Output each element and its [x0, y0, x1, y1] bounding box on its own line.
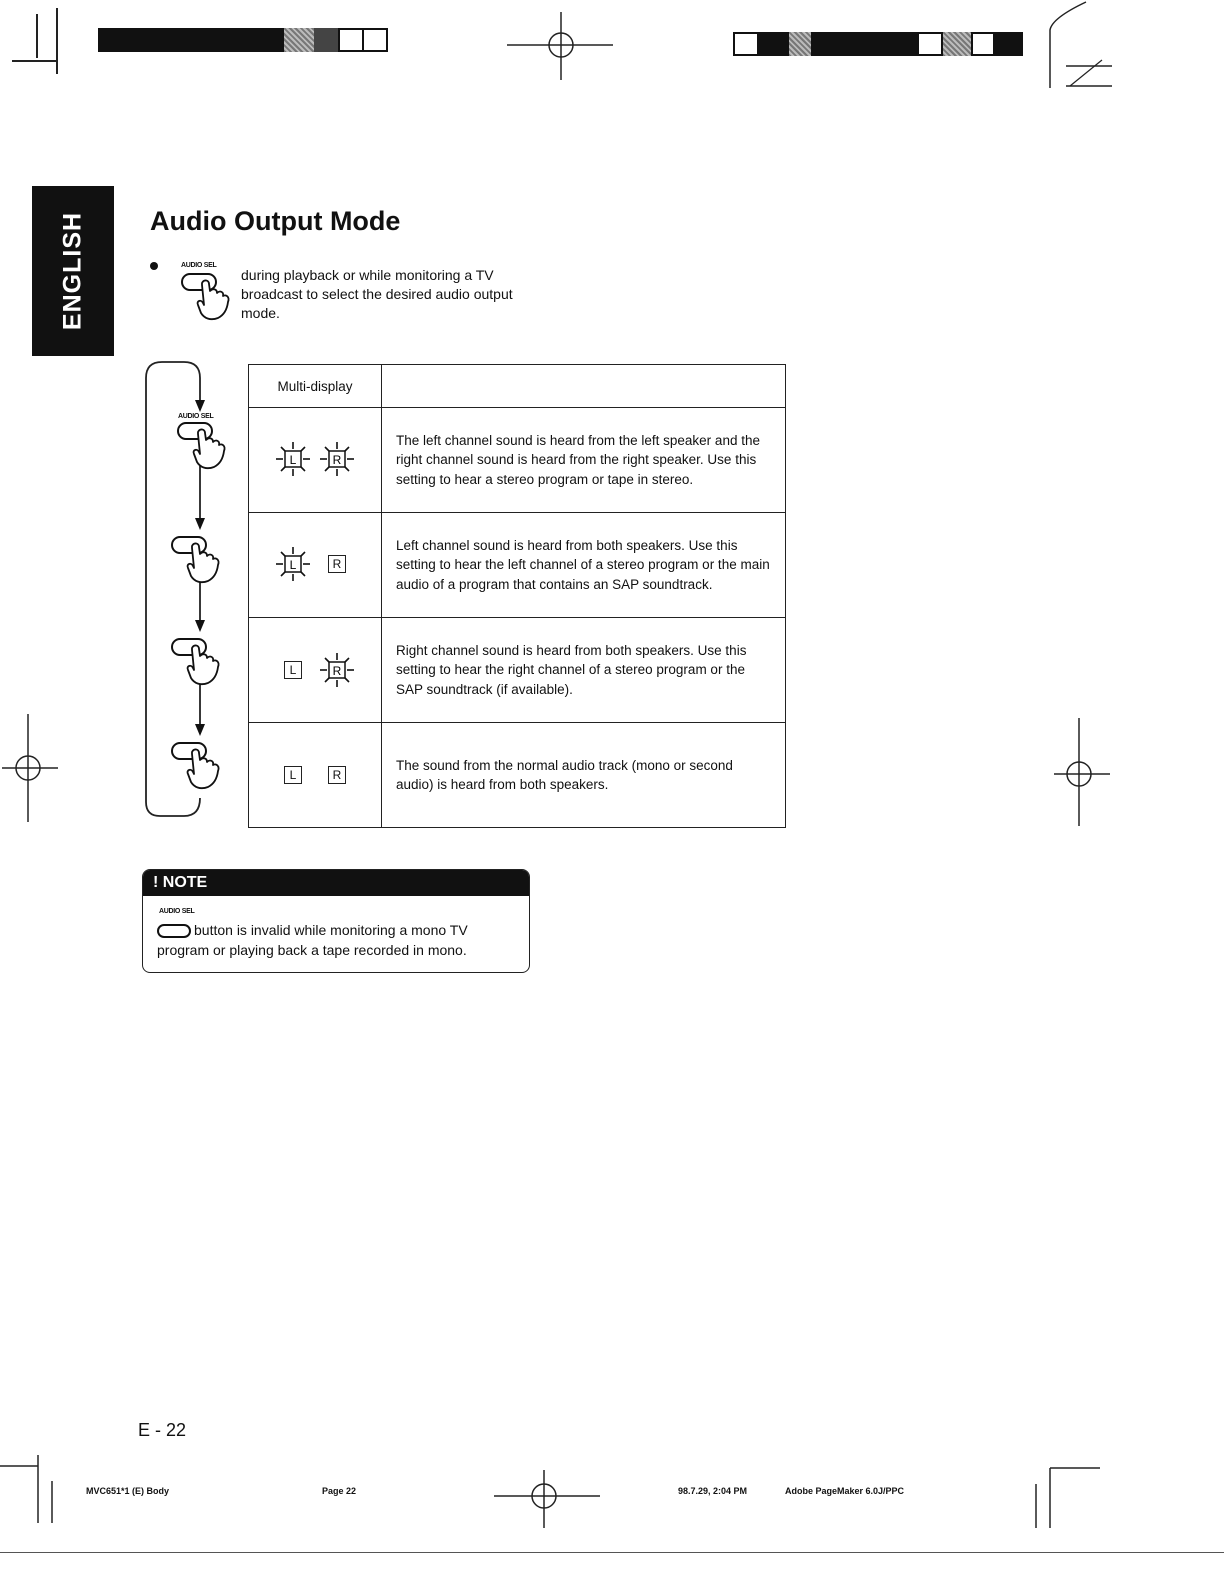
audio-sel-button-label: AUDIO SEL — [181, 262, 217, 269]
bullet-icon — [150, 262, 158, 270]
crop-mark-icon — [1030, 1460, 1105, 1530]
footer-file: MVC651*1 (E) Body — [86, 1486, 170, 1496]
channel-letter: R — [328, 555, 346, 573]
table-row — [249, 723, 786, 828]
header-description — [382, 365, 786, 408]
page-title: Audio Output Mode — [150, 206, 401, 236]
channel-letter: R — [328, 766, 346, 784]
note-text: button is invalid while monitoring a mono TV program or playing back a tape recorded in mono. — [157, 922, 468, 958]
hand-press-button-icon — [176, 420, 238, 472]
mode-description: Left channel sound is heard from both speakers. Use this setting to hear the left channel of a stereo program or the main audio of a program that contains an SAP soundtrack. — [382, 513, 786, 618]
intro-text: during playback or while monitoring a TV broadcast to select the desired audio output mode. — [241, 267, 513, 321]
channel-letter: L — [289, 452, 297, 467]
channel-letter: L — [284, 766, 302, 784]
hand-press-button-icon — [170, 740, 232, 792]
channel-indicator — [275, 757, 355, 793]
channel-indicator — [275, 441, 355, 477]
header-multi-display: Multi-display — [249, 365, 382, 408]
table-header-row — [249, 365, 786, 408]
static-channel-icon — [319, 546, 355, 582]
audio-sel-button-label: AUDIO SEL — [159, 908, 195, 915]
registration-target-icon — [1052, 718, 1112, 828]
crop-mark-icon — [1040, 0, 1120, 95]
language-tab-label: ENGLISH — [58, 211, 87, 331]
language-tab — [32, 186, 114, 356]
note-text-block — [157, 920, 523, 960]
static-channel-icon — [275, 652, 311, 688]
multi-display-cell — [249, 408, 382, 513]
audio-mode-table — [248, 364, 786, 828]
page-number: E - 22 — [138, 1420, 187, 1440]
channel-indicator — [275, 652, 355, 688]
channel-indicator — [275, 546, 355, 582]
multi-display-cell — [249, 618, 382, 723]
channel-letter: L — [284, 661, 302, 679]
channel-letter: L — [289, 557, 297, 572]
mode-description: The left channel sound is heard from the left speaker and the right channel sound is heard from the right speaker. Use this setting to hear a stereo program or tape in stereo. — [382, 408, 786, 513]
static-channel-icon — [275, 757, 311, 793]
table-row — [249, 408, 786, 513]
multi-display-cell — [249, 723, 382, 828]
registration-target-icon — [505, 12, 615, 82]
blinking-channel-icon — [275, 441, 311, 477]
mode-description: The sound from the normal audio track (mono or second audio) is heard from both speakers. — [382, 723, 786, 828]
audio-sel-button-icon — [157, 924, 191, 938]
footer-page: Page 22 — [322, 1486, 357, 1496]
blinking-channel-icon — [275, 546, 311, 582]
channel-letter: R — [332, 664, 342, 678]
multi-display-cell — [249, 513, 382, 618]
registration-target-icon — [0, 714, 60, 824]
hand-press-button-icon — [170, 636, 232, 688]
channel-letter: R — [332, 452, 342, 467]
footer-date: 98.7.29, 2:04 PM — [678, 1486, 748, 1496]
note-heading: ! NOTE — [143, 870, 529, 896]
note-box — [142, 869, 530, 973]
blinking-channel-icon — [319, 652, 355, 688]
static-channel-icon — [319, 757, 355, 793]
footer-app: Adobe PageMaker 6.0J/PPC — [785, 1486, 905, 1496]
hand-press-button-icon — [170, 534, 232, 586]
mode-description: Right channel sound is heard from both speakers. Use this setting to hear the right channel of a stereo program or the SAP soundtrack (if available). — [382, 618, 786, 723]
hand-press-button-icon — [180, 271, 242, 323]
table-row — [249, 618, 786, 723]
table-row — [249, 513, 786, 618]
blinking-channel-icon — [319, 441, 355, 477]
audio-sel-button-label: AUDIO SEL — [178, 413, 214, 420]
registration-target-icon — [492, 1470, 602, 1530]
crop-mark-icon — [0, 1455, 60, 1525]
